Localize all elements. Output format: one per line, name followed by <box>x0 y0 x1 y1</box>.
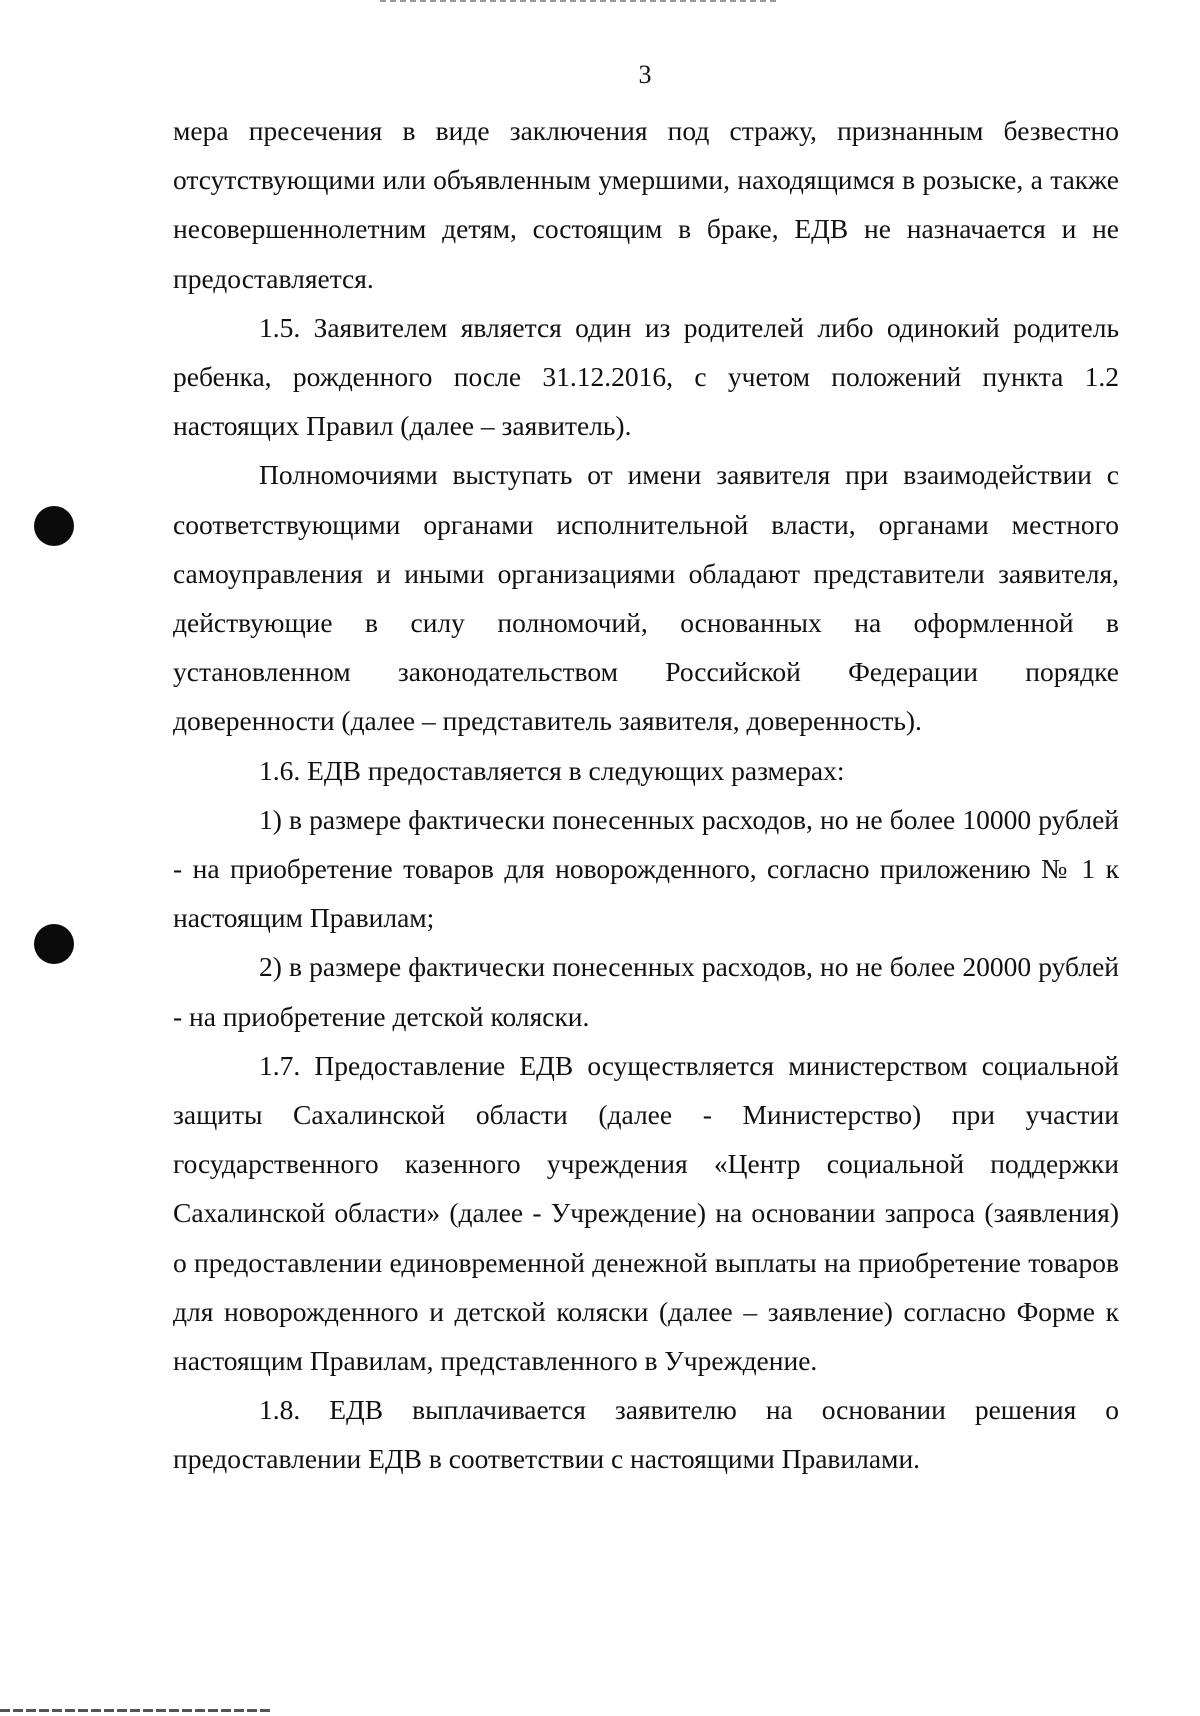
paragraph-1-5: 1.5. Заявителем является один из родителей либо одинокий родитель ребенка, рожденного после 31.12.2016, с учетом положений пункта 1.2 настоящих Правил (далее – заявитель). <box>173 311 1119 442</box>
paragraph-representatives: Полномочиями выступать от имени заявителя при взаимодействии с соответствующими органами исполнительной власти, органами местного самоуправления и иными организациями обладают представители заявителя, действующие в силу полномочий, основанных на оформленной в установленном законодательством Российской Федерации порядке доверенности (далее – представитель заявителя, доверенность). <box>173 459 1119 737</box>
scan-edge-bottom <box>0 1709 270 1712</box>
paragraph-1-8: 1.8. ЕДВ выплачивается заявителю на основании решения о предоставлении ЕДВ в соответствии с настоящими Правилами. <box>173 1394 1119 1475</box>
scan-edge-top <box>380 0 780 2</box>
punch-hole-upper <box>34 506 74 546</box>
paragraph-1-7: 1.7. Предоставление ЕДВ осуществляется министерством социальной защиты Сахалинской области (далее - Министерство) при участии государственного казенного учреждения «Центр социальной поддержки Сахалинской области» (далее - Учреждение) на основании запроса (заявления) о предоставлении единовременной денежной выплаты на приобретение товаров для новорожденного и детской коляски (далее – заявление) согласно Форме к настоящим Правилам, представленного в Учреждение. <box>173 1049 1119 1377</box>
list-item-1: 1) в размере фактически понесенных расходов, но не более 10000 рублей - на приобретение товаров для новорожденного, согласно приложению № 1 к настоящим Правилам; <box>173 803 1119 934</box>
page-number: 3 <box>638 60 652 89</box>
paragraph-1-6: 1.6. ЕДВ предоставляется в следующих размерах: <box>259 754 845 786</box>
punch-hole-lower <box>34 924 74 964</box>
paragraph-continuation: мера пресечения в виде заключения под стражу, признанным безвестно отсутствующими или объявленным умершими, находящимся в розыске, а также несовершеннолетним детям, состоящим в браке, ЕДВ не назначается и не предоставляется. <box>173 115 1119 294</box>
document-body <box>173 106 1119 1484</box>
list-item-2: 2) в размере фактически понесенных расходов, но не более 20000 рублей - на приобретение детской коляски. <box>173 951 1119 1032</box>
